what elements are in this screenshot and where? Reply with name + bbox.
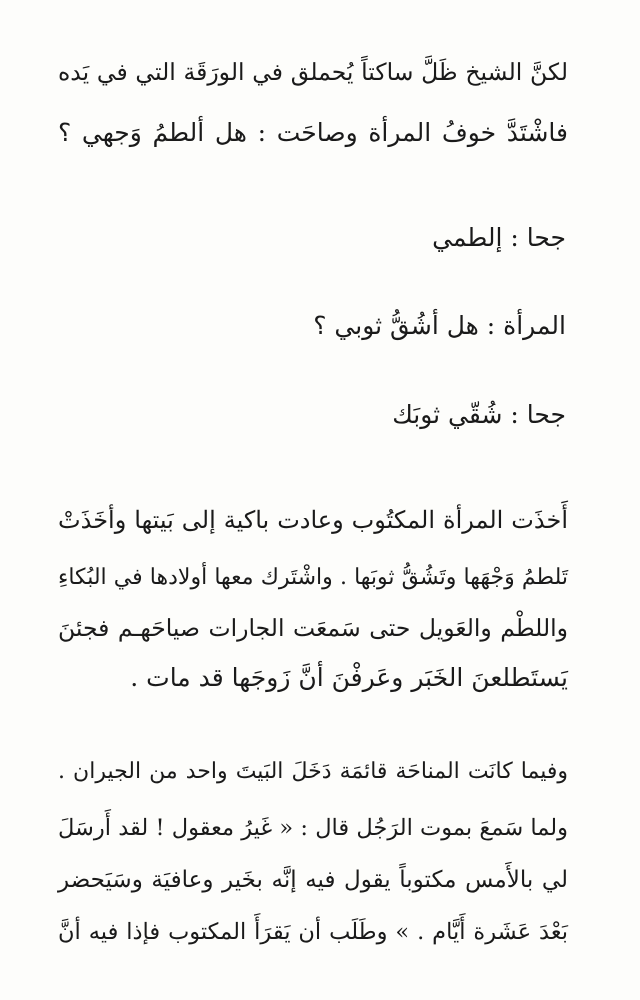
paragraph-2-line-3: واللطْم والعَويل حتى سَمعَت الجارات صياحَهـم فجئنَ — [58, 614, 568, 642]
dialogue-line-juha-1: جحا : إلطمي — [432, 223, 566, 252]
paragraph-1-line-2: فاشْتَدَّ خوفُ المرأة وصاحَت : هل ألطمُ وَجهي ؟ — [58, 118, 568, 147]
paragraph-2-line-2: تَلطمُ وَجْهَها وتَشُقُّ ثوبَها . واشْتَرك معها أولادها في البُكاءِ — [58, 565, 568, 590]
dialogue-line-woman: المرأة : هل أشُقُّ ثوبي ؟ — [313, 311, 566, 340]
paragraph-2-line-1: أَخذَت المرأة المكتُوب وعادت باكية إلى بَيتها وأخَذَتْ — [58, 506, 568, 534]
paragraph-3-line-4: بَعْدَ عَشَرة أَيَّام . » وطَلَب أن يَقرَأَ المكتوب فإذا فيه أنَّ — [58, 919, 568, 945]
paragraph-3-line-1: وفيما كانَت المناحَة قائمَة دَخَلَ البَيتَ واحد من الجيران . — [58, 759, 568, 784]
paragraph-3-line-2: ولما سَمعَ بموت الرَجُل قال : « غَيرُ معقول ! لقد أَرسَلَ — [58, 815, 568, 841]
paragraph-2-line-4: يَستَطلعنَ الخَبَر وعَرفْنَ أنَّ زَوجَها قد مات . — [130, 663, 568, 692]
dialogue-line-juha-2: جحا : شُقّي ثوبَك — [392, 400, 566, 429]
paragraph-3-line-3: لي بالأَمس مكتوباً يقول فيه إنَّه بخَير وعافيَة وسَيَحضر — [58, 867, 568, 893]
paragraph-1-line-1: لكنَّ الشيخ ظَلَّ ساكتاً يُحملق في الورَقَة التي في يَده — [58, 58, 568, 86]
